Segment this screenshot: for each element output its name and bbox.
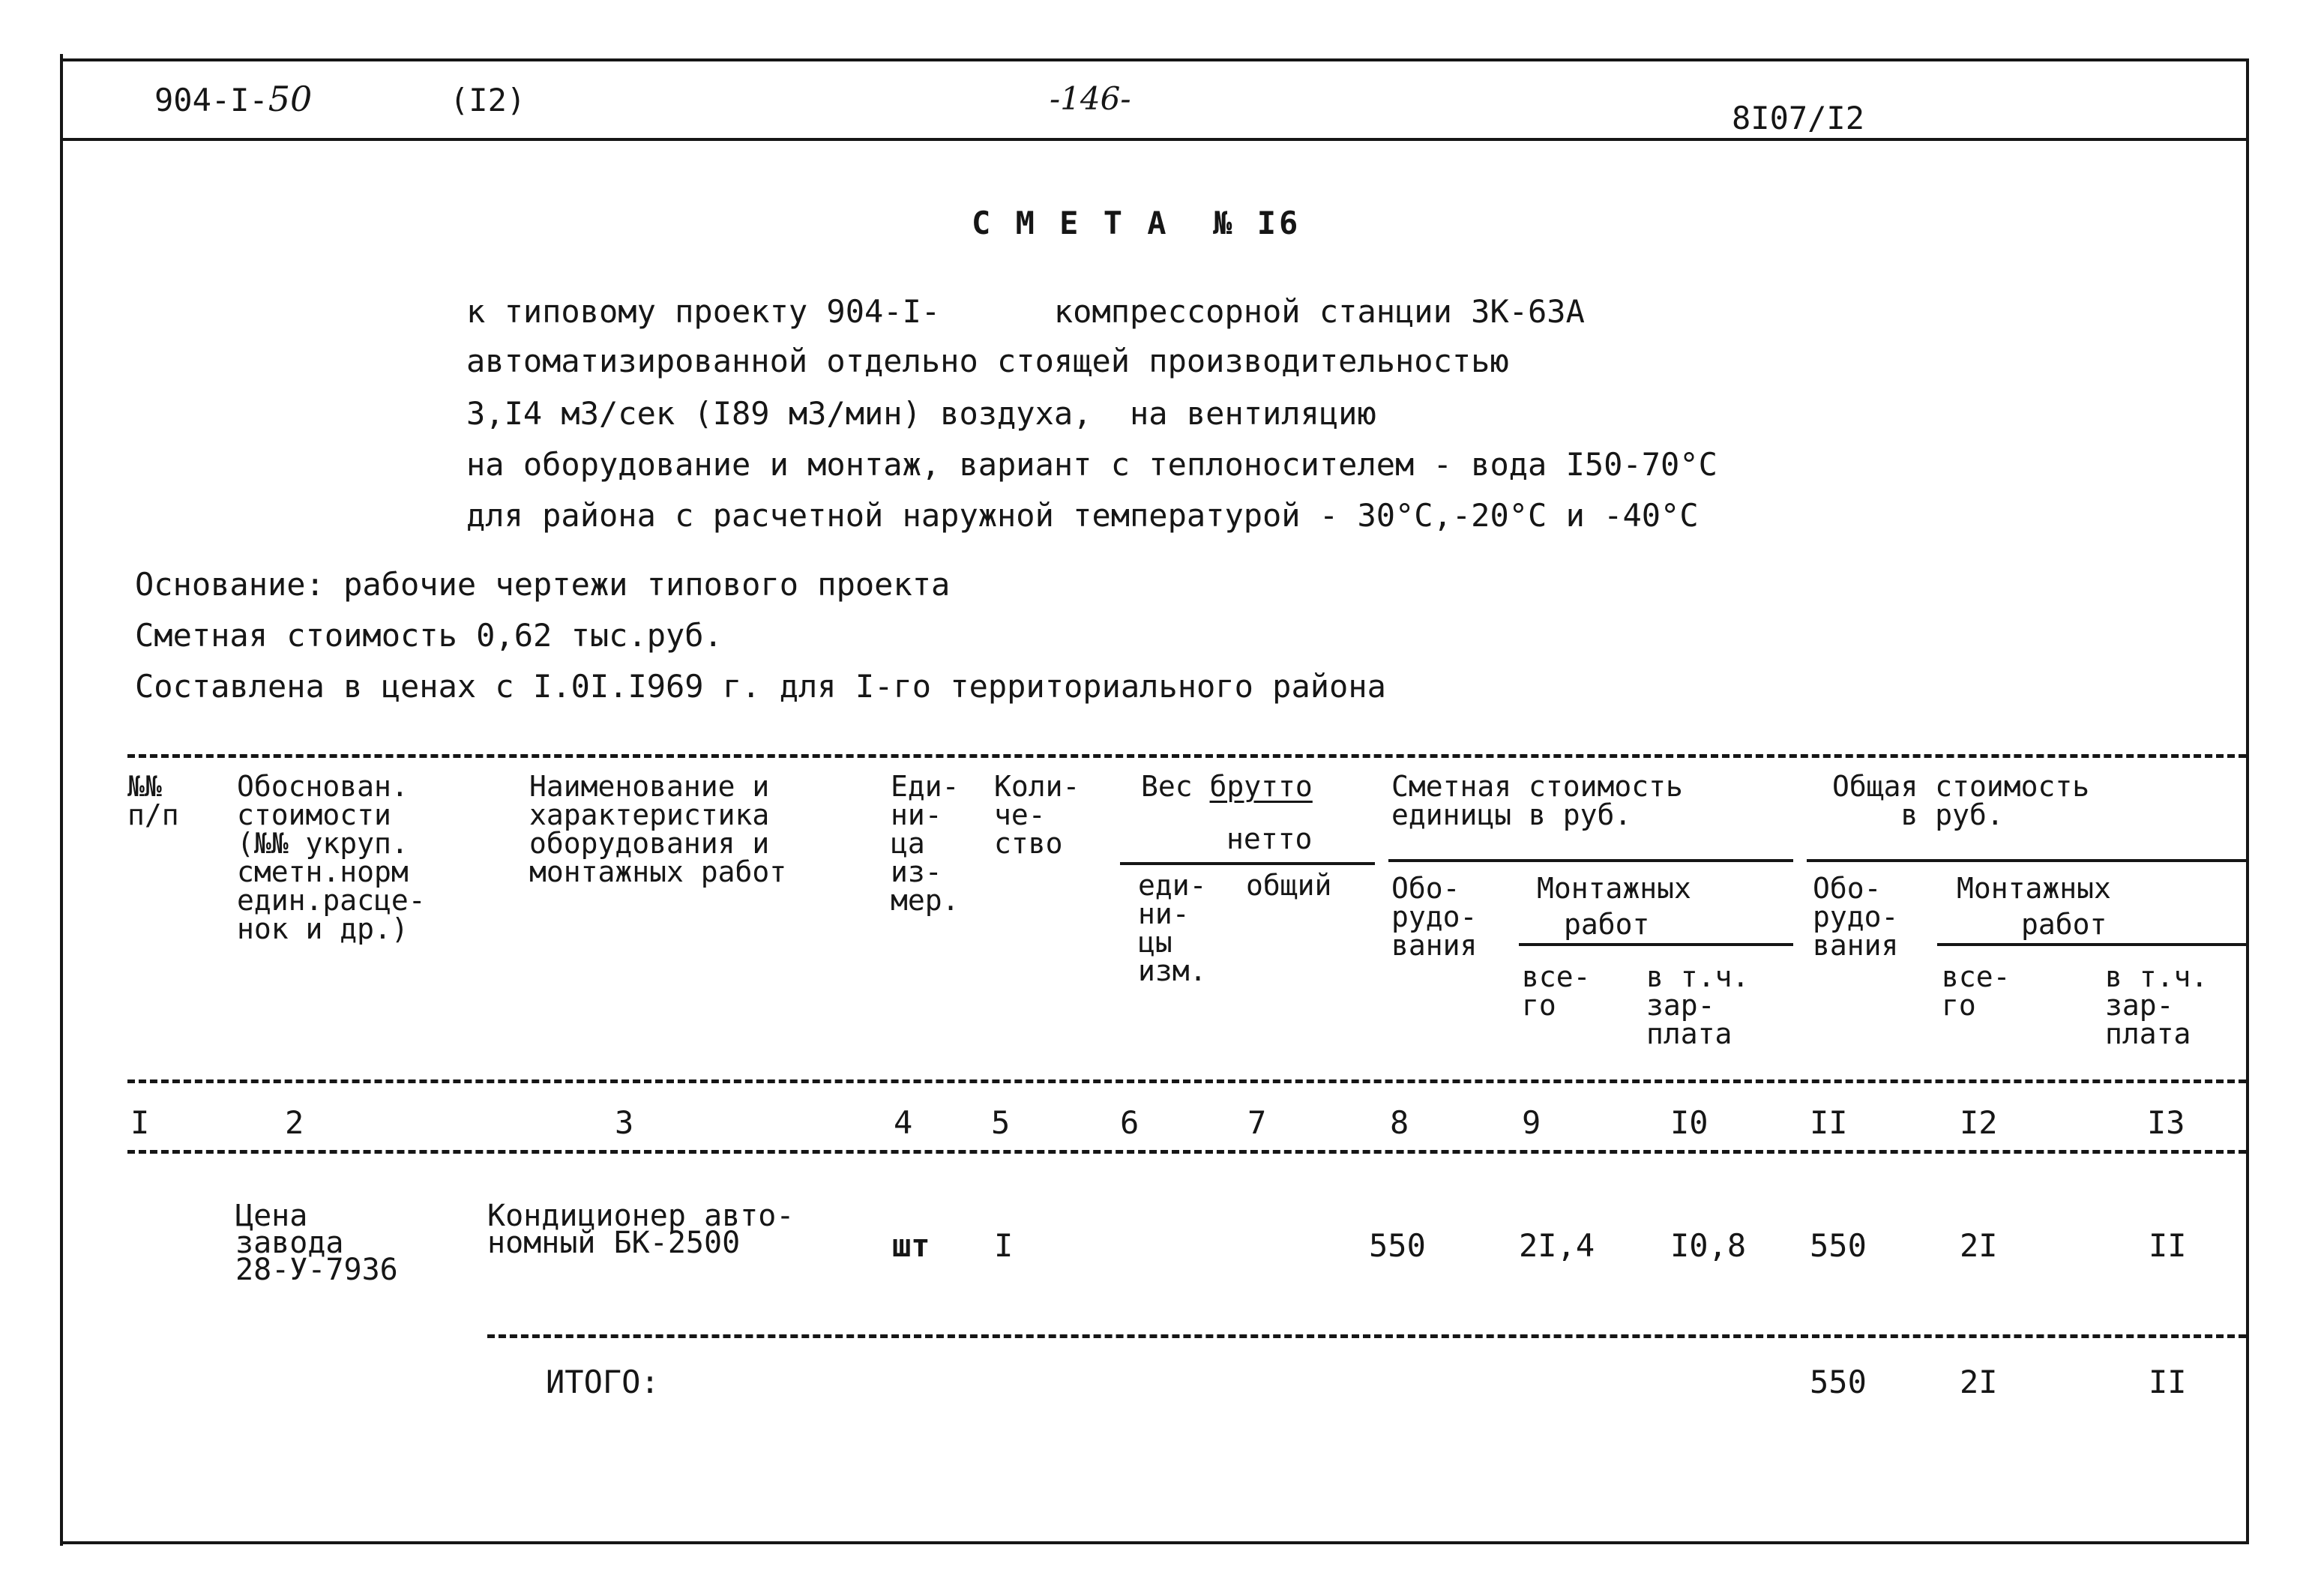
col-number-10: I0: [1670, 1104, 1709, 1141]
basis-line-3: Составлена в ценах с I.0I.I969 г. для I-го территориального района: [135, 668, 1386, 705]
th-total-mount-total: все- го: [1942, 960, 2011, 1022]
th-quantity: Коли- че- ство: [994, 770, 1080, 860]
total-cost-subheader-rule: [1807, 859, 2246, 862]
th-weight-netto: нетто: [1226, 822, 1313, 855]
basis-line-2: Сметная стоимость 0,62 тыс.руб.: [135, 617, 723, 654]
col-number-13: I3: [2147, 1104, 2185, 1141]
th-total-cost: Общая стоимость в руб.: [1832, 770, 2090, 831]
th-unit-mounting-works: работ: [1564, 908, 1650, 941]
title-line-3: 3,I4 м3/сек (I89 м3/мин) воздуха, на вентиляцию: [466, 395, 1376, 432]
row-cost-basis: Цена завода 28-У-7936: [235, 1199, 398, 1287]
th-cost-basis: Обоснован. стоимости (№№ укруп. сметн.норм един.расце- нок и др.): [237, 770, 426, 945]
title-line-1: к типовому проекту 904-I- компрессорной станции ЗК-63А: [466, 293, 1585, 330]
header-doc-number: 8I07/I2: [1732, 100, 1865, 136]
frame-bottom: [60, 1541, 2249, 1544]
title-line-5: для района с расчетной наружной температурой - 30°С,-20°С и -40°С: [466, 497, 1699, 534]
frame-left: [60, 54, 63, 1546]
row-unit: шт: [892, 1227, 930, 1264]
header-sheet-code: (I2): [450, 82, 526, 118]
total-label: ИТОГО:: [546, 1364, 660, 1400]
frame-right: [2246, 58, 2249, 1543]
col-number-3: 3: [615, 1104, 634, 1141]
col-number-9: 9: [1522, 1104, 1541, 1141]
col-number-4: 4: [894, 1104, 913, 1141]
col-number-1: I: [130, 1104, 150, 1141]
row-total-mounting-cost: 2I: [1960, 1227, 1998, 1264]
total-equipment-cost: 550: [1810, 1364, 1867, 1400]
th-total-mounting: Монтажных: [1957, 872, 2111, 905]
total-wage-cost: II: [2149, 1364, 2187, 1400]
col-number-5: 5: [991, 1104, 1011, 1141]
col-number-2: 2: [285, 1104, 304, 1141]
row-unit-mounting-cost: 2I,4: [1519, 1227, 1595, 1264]
title-line-2: автоматизированной отдельно стоящей производительностью: [466, 343, 1509, 379]
unit-mount-rule: [1519, 943, 1793, 946]
th-unit-wage: в т.ч. зар- плата: [1646, 960, 1750, 1050]
row-unit-equipment-cost: 550: [1369, 1227, 1426, 1264]
frame-header-divider: [60, 138, 2249, 141]
th-equipment-name: Наименование и характеристика оборудования и монтажных работ: [529, 770, 787, 888]
th-weight-brutto: брутто: [1209, 770, 1313, 803]
th-unit-cost: Сметная стоимость единицы в руб.: [1391, 770, 1683, 831]
row-equipment-name: Кондиционер авто- номный БК-2500: [487, 1199, 795, 1260]
header-project-prefix: 904-I-: [154, 82, 268, 118]
th-row-number: №№ п/п: [127, 770, 179, 831]
row-unit-wage-cost: I0,8: [1670, 1227, 1747, 1264]
table-rule-colnum-bottom: [127, 1150, 2246, 1154]
total-mount-rule: [1937, 943, 2246, 946]
th-weight-per-unit: еди- ни- цы изм.: [1138, 869, 1207, 987]
th-unit-mount-total: все- го: [1522, 960, 1591, 1022]
th-total-mounting-works: работ: [2021, 908, 2107, 941]
table-rule-top: [127, 754, 2246, 758]
col-number-6: 6: [1120, 1104, 1140, 1141]
col-number-12: I2: [1960, 1104, 1998, 1141]
handwritten-project-number: 50: [268, 79, 313, 119]
row-total-wage-cost: II: [2149, 1227, 2187, 1264]
th-total-wage: в т.ч. зар- плата: [2105, 960, 2209, 1050]
row-total-equipment-cost: 550: [1810, 1227, 1867, 1264]
col-number-7: 7: [1247, 1104, 1267, 1141]
estimate-heading: С М Е Т А № I6: [972, 205, 1301, 241]
row-quantity: I: [994, 1227, 1014, 1264]
weight-subheader-rule: [1120, 862, 1375, 865]
th-weight-prefix: Вес: [1141, 770, 1193, 803]
frame-top: [60, 58, 2249, 61]
col-number-8: 8: [1390, 1104, 1409, 1141]
header-page-number: -146-: [1050, 80, 1131, 117]
th-unit-equipment: Обо- рудо- вания: [1391, 872, 1478, 962]
total-mounting-cost: 2I: [1960, 1364, 1998, 1400]
title-line-4: на оборудование и монтаж, вариант с теплоносителем - вода I50-70°С: [466, 446, 1718, 483]
th-unit: Еди- ни- ца из- мер.: [891, 770, 960, 917]
col-number-11: II: [1810, 1104, 1848, 1141]
header-project-code: [154, 79, 313, 119]
unit-cost-subheader-rule: [1388, 859, 1793, 862]
th-weight: [1141, 772, 1313, 801]
table-rule-header-bottom: [127, 1079, 2246, 1083]
th-unit-mounting: Монтажных: [1537, 872, 1691, 905]
table-rule-before-total: [487, 1334, 2246, 1338]
basis-line-1: Основание: рабочие чертежи типового проекта: [135, 566, 951, 603]
th-total-equipment: Обо- рудо- вания: [1813, 872, 1899, 962]
th-weight-total: общий: [1246, 869, 1332, 902]
